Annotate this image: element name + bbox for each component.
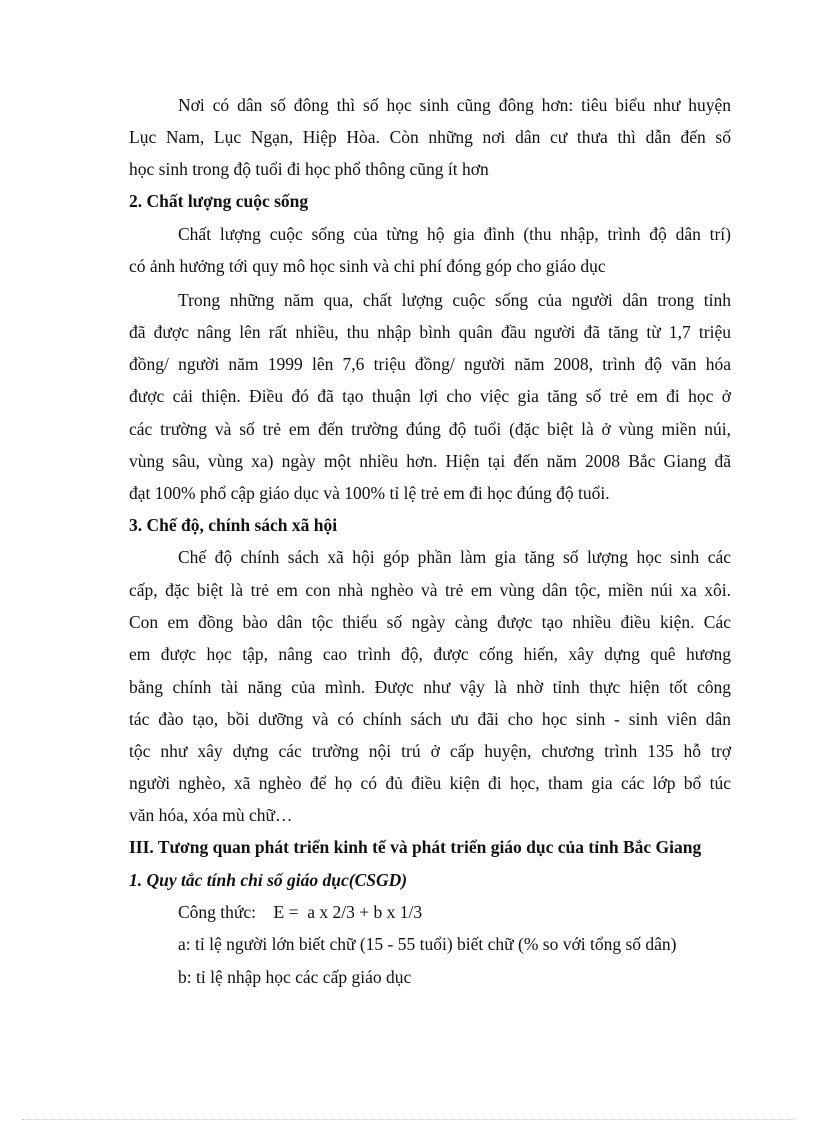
definition-a: a: tỉ lệ người lớn biết chữ (15 - 55 tuổi) biết chữ (% so với tổng số dân) — [178, 934, 677, 954]
section-heading: 2. Chất lượng cuộc sống — [129, 191, 309, 211]
paragraph-line: vùng sâu, vùng xa) ngày một nhiều hơn. Hiện tại đến năm 2008 Bắc Giang đã — [129, 451, 731, 471]
paragraph-line: đồng/ người năm 1999 lên 7,6 triệu đồng/ người năm 2008, trình độ văn hóa — [129, 354, 731, 374]
paragraph-line: người nghèo, xã nghèo để họ có đủ điều kiện đi học, tham gia các lớp bổ túc — [129, 773, 731, 793]
formula-line: Công thức: E = a x 2/3 + b x 1/3 — [178, 902, 423, 922]
paragraph-line: học sinh trong độ tuổi đi học phổ thông cũng ít hơn — [129, 159, 489, 179]
page-bottom-divider — [22, 1119, 794, 1120]
definition-b: b: tỉ lệ nhập học các cấp giáo dục — [178, 967, 412, 987]
paragraph-line: tác đào tạo, bồi dưỡng và có chính sách ưu đãi cho học sinh - sinh viên dân — [129, 709, 731, 729]
paragraph-line: Chế độ chính sách xã hội góp phần làm gia tăng số lượng học sinh các — [178, 547, 731, 567]
paragraph-line: Lục Nam, Lục Ngạn, Hiệp Hòa. Còn những nơi dân cư thưa thì dẫn đến số — [129, 127, 731, 147]
paragraph-line: có ảnh hưởng tới quy mô học sinh và chi phí đóng góp cho giáo dục — [129, 256, 606, 276]
subsection-heading: 1. Quy tắc tính chỉ số giáo dục(CSGD) — [129, 870, 408, 890]
paragraph-line: các trường và số trẻ em đến trường đúng độ tuổi (đặc biệt là ở vùng miền núi, — [129, 419, 731, 439]
section-heading: 3. Chế độ, chính sách xã hội — [129, 515, 338, 535]
chapter-heading: III. Tương quan phát triển kinh tế và phát triển giáo dục của tỉnh Bắc Giang — [129, 837, 702, 857]
paragraph-line: em được học tập, nâng cao trình độ, được cống hiến, xây dựng quê hương — [129, 644, 731, 664]
paragraph-line: đạt 100% phổ cập giáo dục và 100% tỉ lệ trẻ em đi học đúng độ tuổi. — [129, 483, 610, 503]
paragraph-line: Nơi có dân số đông thì số học sinh cũng đông hơn: tiêu biểu như huyện — [178, 95, 731, 115]
paragraph-line: bằng chính tài năng của mình. Được như vậy là nhờ tỉnh thực hiện tốt công — [129, 677, 731, 697]
paragraph-line: cấp, đặc biệt là trẻ em con nhà nghèo và trẻ em vùng dân tộc, miền núi xa xôi. — [129, 580, 731, 600]
paragraph-line: tộc như xây dựng các trường nội trú ở cấp huyện, chương trình 135 hỗ trợ — [129, 741, 731, 761]
paragraph-line: Chất lượng cuộc sống của từng hộ gia đình (thu nhập, trình độ dân trí) — [178, 224, 731, 244]
paragraph-line: Trong những năm qua, chất lượng cuộc sống của người dân trong tỉnh — [178, 290, 731, 310]
paragraph-line: Con em đồng bào dân tộc thiểu số ngày càng được tạo nhiều điều kiện. Các — [129, 612, 731, 632]
paragraph-line: được cải thiện. Điều đó đã tạo thuận lợi cho việc gia tăng số trẻ em đi học ở — [129, 386, 731, 406]
paragraph-line: đã được nâng lên rất nhiều, thu nhập bình quân đầu người đã tăng từ 1,7 triệu — [129, 322, 731, 342]
paragraph-line: văn hóa, xóa mù chữ… — [129, 805, 293, 825]
